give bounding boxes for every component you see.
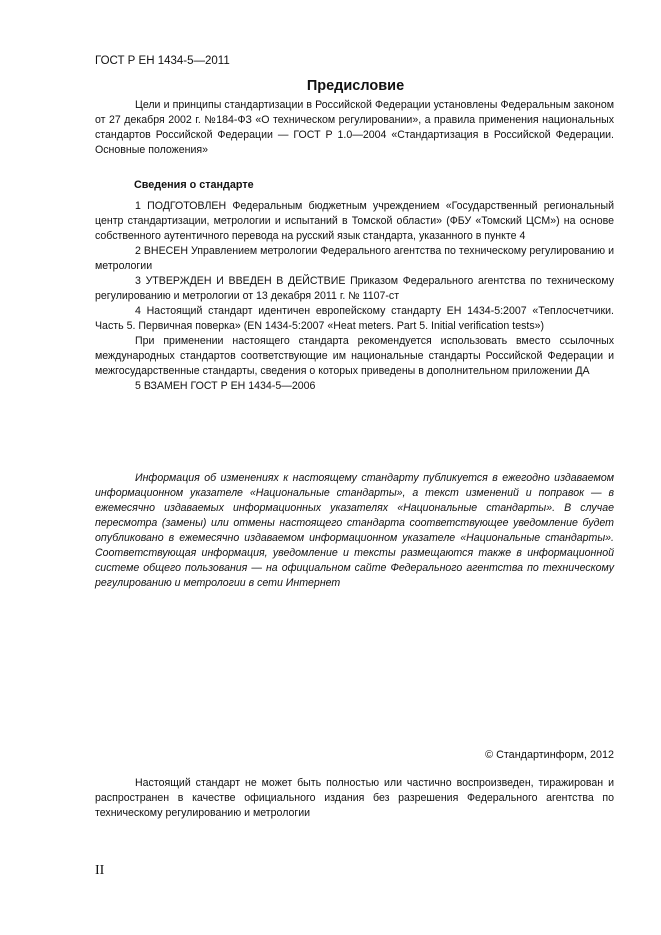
info-item-5: 5 ВЗАМЕН ГОСТ Р ЕН 1434-5—2006	[135, 380, 316, 392]
reproduction-notice: Настоящий стандарт не может быть полностью или частично воспроизведен, тиражирован и распространен в качестве официального издания без разрешения Федерального агентства по техническому регулированию и метрологии	[95, 777, 614, 819]
change-notice-block	[95, 471, 614, 591]
intro-paragraph: Цели и принципы стандартизации в Российской Федерации установлены Федеральным законом от 27 декабря 2002 г. №184-ФЗ «О техническом регулировании», а правила применения национальных стандартов Российской Федерации — ГОСТ Р 1.0—2004 «Стандартизация в Российской Федерации. Основные положения»	[95, 99, 614, 156]
change-notice: Информация об изменениях к настоящему стандарту публикуется в ежегодно издаваемом информационном указателе «Национальные стандарты», а текст изменений и поправок — в ежемесячно издаваемых информационных указателях «Национальные стандарты». В случае пересмотра (замены) или отмены настоящего стандарта соответствующее уведомление будет опубликовано в ежемесячно издаваемом информационном указателе «Национальные стандарты». Соответствующая информация, уведомление и тексты размещаются также в информационной системе общего пользования — на официальном сайте Федерального агентства по техническому регулированию и метрологии в сети Интернет	[95, 472, 614, 589]
standard-info-list	[95, 199, 614, 394]
document-code: ГОСТ Р ЕН 1434-5—2011	[95, 55, 230, 67]
info-item-4: 4 Настоящий стандарт идентичен европейскому стандарту ЕН 1434-5:2007 «Теплосчетчики. Часть 5. Первичная поверка» (EN 1434-5:2007 «Heat meters. Part 5. Initial verification tests»)	[95, 305, 614, 332]
reproduction-block	[95, 776, 614, 821]
foreword-title: Предисловие	[306, 78, 405, 94]
info-item-2: 2 ВНЕСЕН Управлением метрологии Федерального агентства по техническому регулированию и метрологии	[95, 245, 614, 272]
info-item-1: 1 ПОДГОТОВЛЕН Федеральным бюджетным учреждением «Государственный региональный центр стандартизации, метрологии и испытаний в Томской области» (ФБУ «Томский ЦСМ») на основе собственного аутентичного перевода на русский язык стандарта, указанного в пункте 4	[95, 200, 614, 242]
page-number: II	[95, 863, 105, 878]
info-item-3: 3 УТВЕРЖДЕН И ВВЕДЕН В ДЕЙСТВИЕ Приказом Федерального агентства по техническому регулированию и метрологии от 13 декабря 2011 г. № 1107-ст	[95, 275, 614, 302]
info-item-note: При применении настоящего стандарта рекомендуется использовать вместо ссылочных международных стандартов соответствующие им национальные стандарты Российской Федерации и межгосударственные стандарты, сведения о которых приведены в дополнительном приложении ДА	[95, 335, 614, 377]
copyright-notice: © Стандартинформ, 2012	[485, 749, 614, 761]
foreword-intro	[95, 98, 614, 158]
standard-info-heading: Сведения о стандарте	[134, 179, 254, 191]
